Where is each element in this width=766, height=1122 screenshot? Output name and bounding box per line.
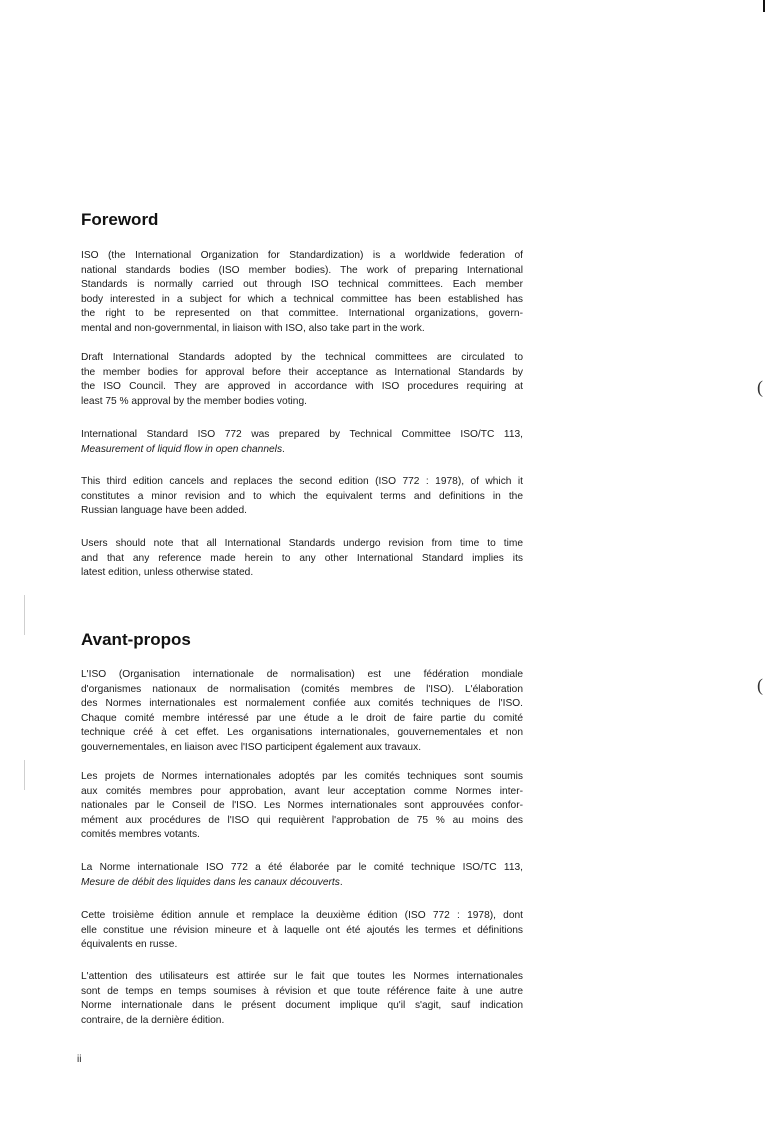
avant-propos-heading: Avant-propos: [81, 630, 191, 649]
avant-propos-paragraph-1: L'ISO (Organisation internationale de normalisation) est une fédération mondiale d'organismes nationaux de normalisation (comités membres de l'ISO). L'élaboration des Normes internationales est normalement confiée aux comités techniques de l'ISO. Chaque comité membre intéressé par une étude a le droit de faire partie du comité technique créé à cet effet. Les organisations internationales, gouvernementales et non gouvernementales, en liaison avec l'ISO participent également aux travaux.: [81, 669, 523, 753]
foreword-paragraph-3: International Standard ISO 772 was prepared by Technical Committee ISO/TC 113, Measurement of liquid flow in open channels.: [81, 429, 523, 455]
top-right-crop-mark: [763, 0, 765, 12]
foreword-paragraph-1: ISO (the International Organization for Standardization) is a worldwide federation of national standards bodies (ISO member bodies). The work of preparing International Standards is normally carried out through ISO technical committees. Each member body interested in a subject for which a technical committee has been established has the right to be represented on that committee. International organizations, govern- mental and non-governmental, in liaison with ISO, also take part in the work.: [81, 250, 523, 334]
margin-paren-mark: (: [757, 377, 763, 397]
avant-propos-paragraph-2: Les projets de Normes internationales adoptés par les comités techniques sont soumis aux comités membres pour approbation, avant leur acceptation comme Normes inter- nationales par le Conseil de l'ISO. Les Normes internationales sont approuvées confor- mément aux procédures de l'ISO qui requièrent l'approbation de 75 % au moins des comités membres votants.: [81, 771, 523, 841]
foreword-paragraph-4: This third edition cancels and replaces the second edition (ISO 772 : 1978), of which it constitutes a minor revision and to which the equivalent terms and definitions in the Russian language have been added.: [81, 476, 523, 517]
margin-paren-mark: (: [757, 675, 763, 695]
foreword-paragraph-2: Draft International Standards adopted by the technical committees are circulated to the member bodies for approval before their acceptance as International Standards by the ISO Council. They are approved in accordance with ISO procedures requiring at least 75 % approval by the member bodies voting.: [81, 352, 523, 407]
committee-title-italic: Mesure de débit des liquides dans les canaux découverts: [81, 876, 340, 888]
avant-propos-paragraph-4: Cette troisième édition annule et remplace la deuxième édition (ISO 772 : 1978), dont elle constitue une révision mineure et à laquelle ont été ajoutés les termes et définitions équivalents en russe.: [81, 910, 523, 951]
scan-artifact: [24, 595, 25, 635]
committee-title-italic: Measurement of liquid flow in open channels: [81, 443, 283, 455]
foreword-paragraph-5: Users should note that all International Standards undergo revision from time to time and that any reference made herein to any other International Standard implies its latest edition, unless otherwise stated.: [81, 538, 523, 579]
page-number: ii: [77, 1054, 82, 1065]
scan-artifact: [24, 760, 25, 790]
avant-propos-paragraph-3: La Norme internationale ISO 772 a été élaborée par le comité technique ISO/TC 113, Mesure de débit des liquides dans les canaux découverts.: [81, 862, 523, 888]
foreword-heading: Foreword: [81, 210, 159, 229]
avant-propos-paragraph-5: L'attention des utilisateurs est attirée sur le fait que toutes les Normes internationales sont de temps en temps soumises à révision et que toute référence faite à une autre Norme internationale dans le présent document implique qu'il s'agit, sauf indication contraire, de la dernière édition.: [81, 971, 523, 1026]
